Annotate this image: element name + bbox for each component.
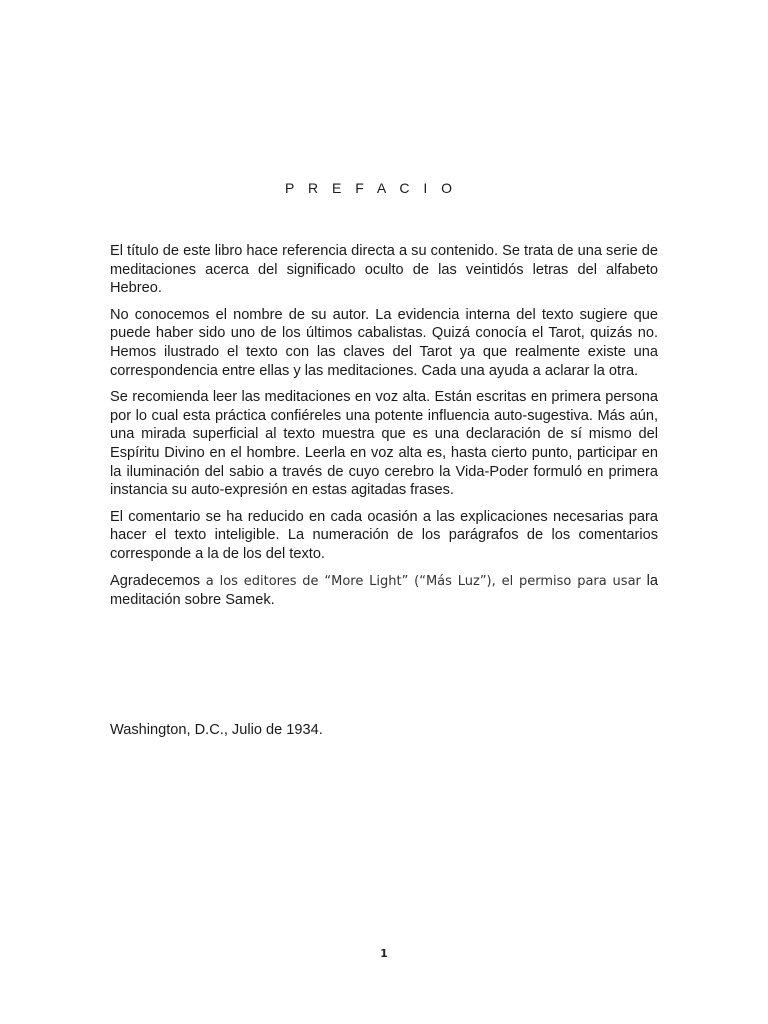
ack-end: la meditación sobre Samek. bbox=[110, 572, 658, 609]
paragraph-3: Se recomienda leer las meditaciones en voz alta. Están escritas en primera persona por lo cual esta práctica confiéreles una potente influencia auto-sugestiva. Más aún, una mirada superficial al texto muestra que es una declaración de sí mismo del Espíritu Divino en el hombre. Leerla en voz alta es, hasta cierto punto, participar en la iluminación del sabio a través de cuyo cerebro la Vida-Poder formuló en primera instancia su auto-expresión en estas agitadas frases. bbox=[110, 389, 658, 499]
preface-body bbox=[110, 242, 658, 618]
page-number: 1 bbox=[380, 947, 388, 960]
page-title: P R E F A C I O bbox=[285, 180, 457, 196]
signoff-line: Washington, D.C., Julio de 1934. bbox=[110, 722, 323, 738]
paragraph-2: No conocemos el nombre de su autor. La evidencia interna del texto sugiere que puede haber sido uno de los últimos cabalistas. Quizá conocía el Tarot, quizás no. Hemos ilustrado el texto con las claves del Tarot ya que realmente existe una correspondencia entre ellas y las meditaciones. Cada una ayuda a aclarar la otra. bbox=[110, 306, 658, 379]
paragraph-acknowledgement bbox=[110, 572, 658, 610]
ack-middle: a los editores de “More Light” (“Más Luz”), el permiso para usar bbox=[205, 573, 641, 589]
paragraph-4: El comentario se ha reducido en cada ocasión a las explicaciones necesarias para hacer el texto inteligible. La numeración de los parágrafos de los comentarios corresponde a la de los del texto. bbox=[110, 508, 658, 562]
paragraph-1: El título de este libro hace referencia directa a su contenido. Se trata de una serie de meditaciones acerca del significado oculto de las veintidós letras del alfabeto Hebreo. bbox=[110, 243, 658, 297]
ack-start: Agradecemos bbox=[110, 572, 206, 589]
